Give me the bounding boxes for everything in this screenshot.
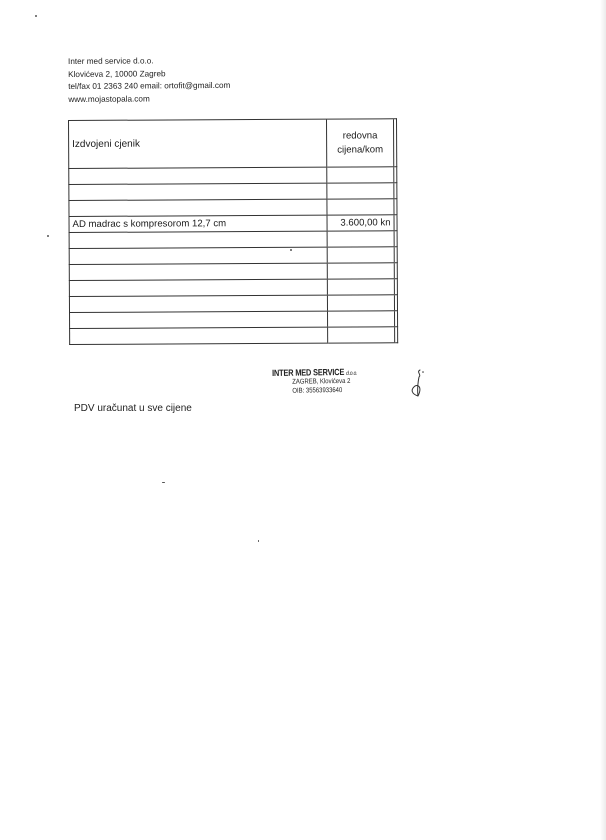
product-name-cell bbox=[70, 327, 328, 344]
price-cell bbox=[327, 199, 394, 215]
table-row bbox=[70, 327, 398, 345]
table-row bbox=[69, 247, 397, 265]
company-address: Klovićeva 2, 10000 Zagreb bbox=[68, 68, 166, 79]
scan-edge-shadow bbox=[600, 0, 606, 840]
price-cell bbox=[327, 231, 394, 247]
stamp-name: INTER MED SERVICE bbox=[272, 366, 345, 378]
product-name-cell bbox=[69, 295, 327, 312]
extra-cell bbox=[395, 311, 398, 327]
product-name-cell bbox=[69, 263, 327, 280]
price-list-table bbox=[68, 118, 398, 345]
scan-speck bbox=[162, 482, 165, 483]
extra-cell bbox=[394, 263, 397, 279]
price-cell bbox=[327, 183, 394, 199]
company-contact: tel/fax 01 2363 240 email: ortofit@gmail.com bbox=[68, 81, 231, 92]
extra-cell bbox=[394, 295, 397, 311]
price-cell bbox=[327, 167, 394, 183]
extra-cell bbox=[394, 215, 397, 231]
table-row bbox=[69, 183, 397, 201]
table-row bbox=[70, 311, 398, 329]
extra-cell bbox=[394, 231, 397, 247]
product-name-cell bbox=[69, 279, 327, 296]
scan-speck bbox=[258, 540, 259, 542]
product-name-cell: AD madrac s kompresorom 12,7 cm bbox=[69, 215, 327, 232]
price-cell bbox=[328, 327, 395, 343]
extra-cell bbox=[394, 183, 397, 199]
header-title: Izdvojeni cjenik bbox=[72, 138, 140, 150]
scan-speck bbox=[47, 235, 49, 237]
stamp-oib: OIB: 35563933640 bbox=[292, 387, 343, 395]
company-stamp bbox=[272, 367, 376, 396]
product-name-cell bbox=[69, 247, 327, 264]
price-cell bbox=[327, 279, 394, 295]
header-title-cell bbox=[69, 119, 327, 168]
table-row bbox=[69, 263, 397, 281]
table-row bbox=[69, 279, 397, 297]
price-cell: 3.600,00 kn bbox=[327, 215, 394, 231]
extra-cell bbox=[394, 167, 397, 183]
product-name-cell bbox=[69, 231, 327, 248]
price-cell bbox=[327, 247, 394, 263]
scan-speck bbox=[290, 249, 292, 251]
product-name-cell bbox=[69, 199, 327, 216]
price-cell bbox=[327, 263, 394, 279]
company-website: www.mojastopala.com bbox=[68, 94, 150, 104]
product-name-cell bbox=[69, 167, 327, 184]
header-extra-cell bbox=[393, 119, 396, 167]
stamp-suffix: d.o.o. bbox=[346, 370, 358, 377]
scan-speck bbox=[35, 15, 37, 17]
vat-note: PDV uračunat u sve cijene bbox=[74, 403, 192, 414]
header-price-line1: redovna bbox=[342, 129, 378, 142]
company-name: Inter med service d.o.o. bbox=[68, 56, 154, 66]
extra-cell bbox=[394, 279, 397, 295]
product-name-cell bbox=[69, 183, 327, 200]
product-name-cell bbox=[70, 311, 328, 328]
price-cell bbox=[327, 295, 394, 311]
table-row bbox=[69, 295, 397, 313]
table-row bbox=[69, 167, 397, 185]
price-cell bbox=[328, 311, 395, 327]
extra-cell bbox=[394, 247, 397, 263]
stamp-city: ZAGREB, Klovićeva 2 bbox=[292, 377, 351, 386]
extra-cell bbox=[394, 199, 397, 215]
extra-cell bbox=[395, 327, 398, 343]
header-price-cell bbox=[326, 119, 393, 167]
table-row bbox=[69, 199, 397, 217]
table-header-row bbox=[69, 119, 397, 169]
header-price-line2: cijena/kom bbox=[337, 143, 384, 156]
signature-mark bbox=[402, 366, 430, 402]
company-header bbox=[68, 55, 230, 107]
table-row bbox=[69, 215, 397, 233]
table-row bbox=[69, 231, 397, 249]
